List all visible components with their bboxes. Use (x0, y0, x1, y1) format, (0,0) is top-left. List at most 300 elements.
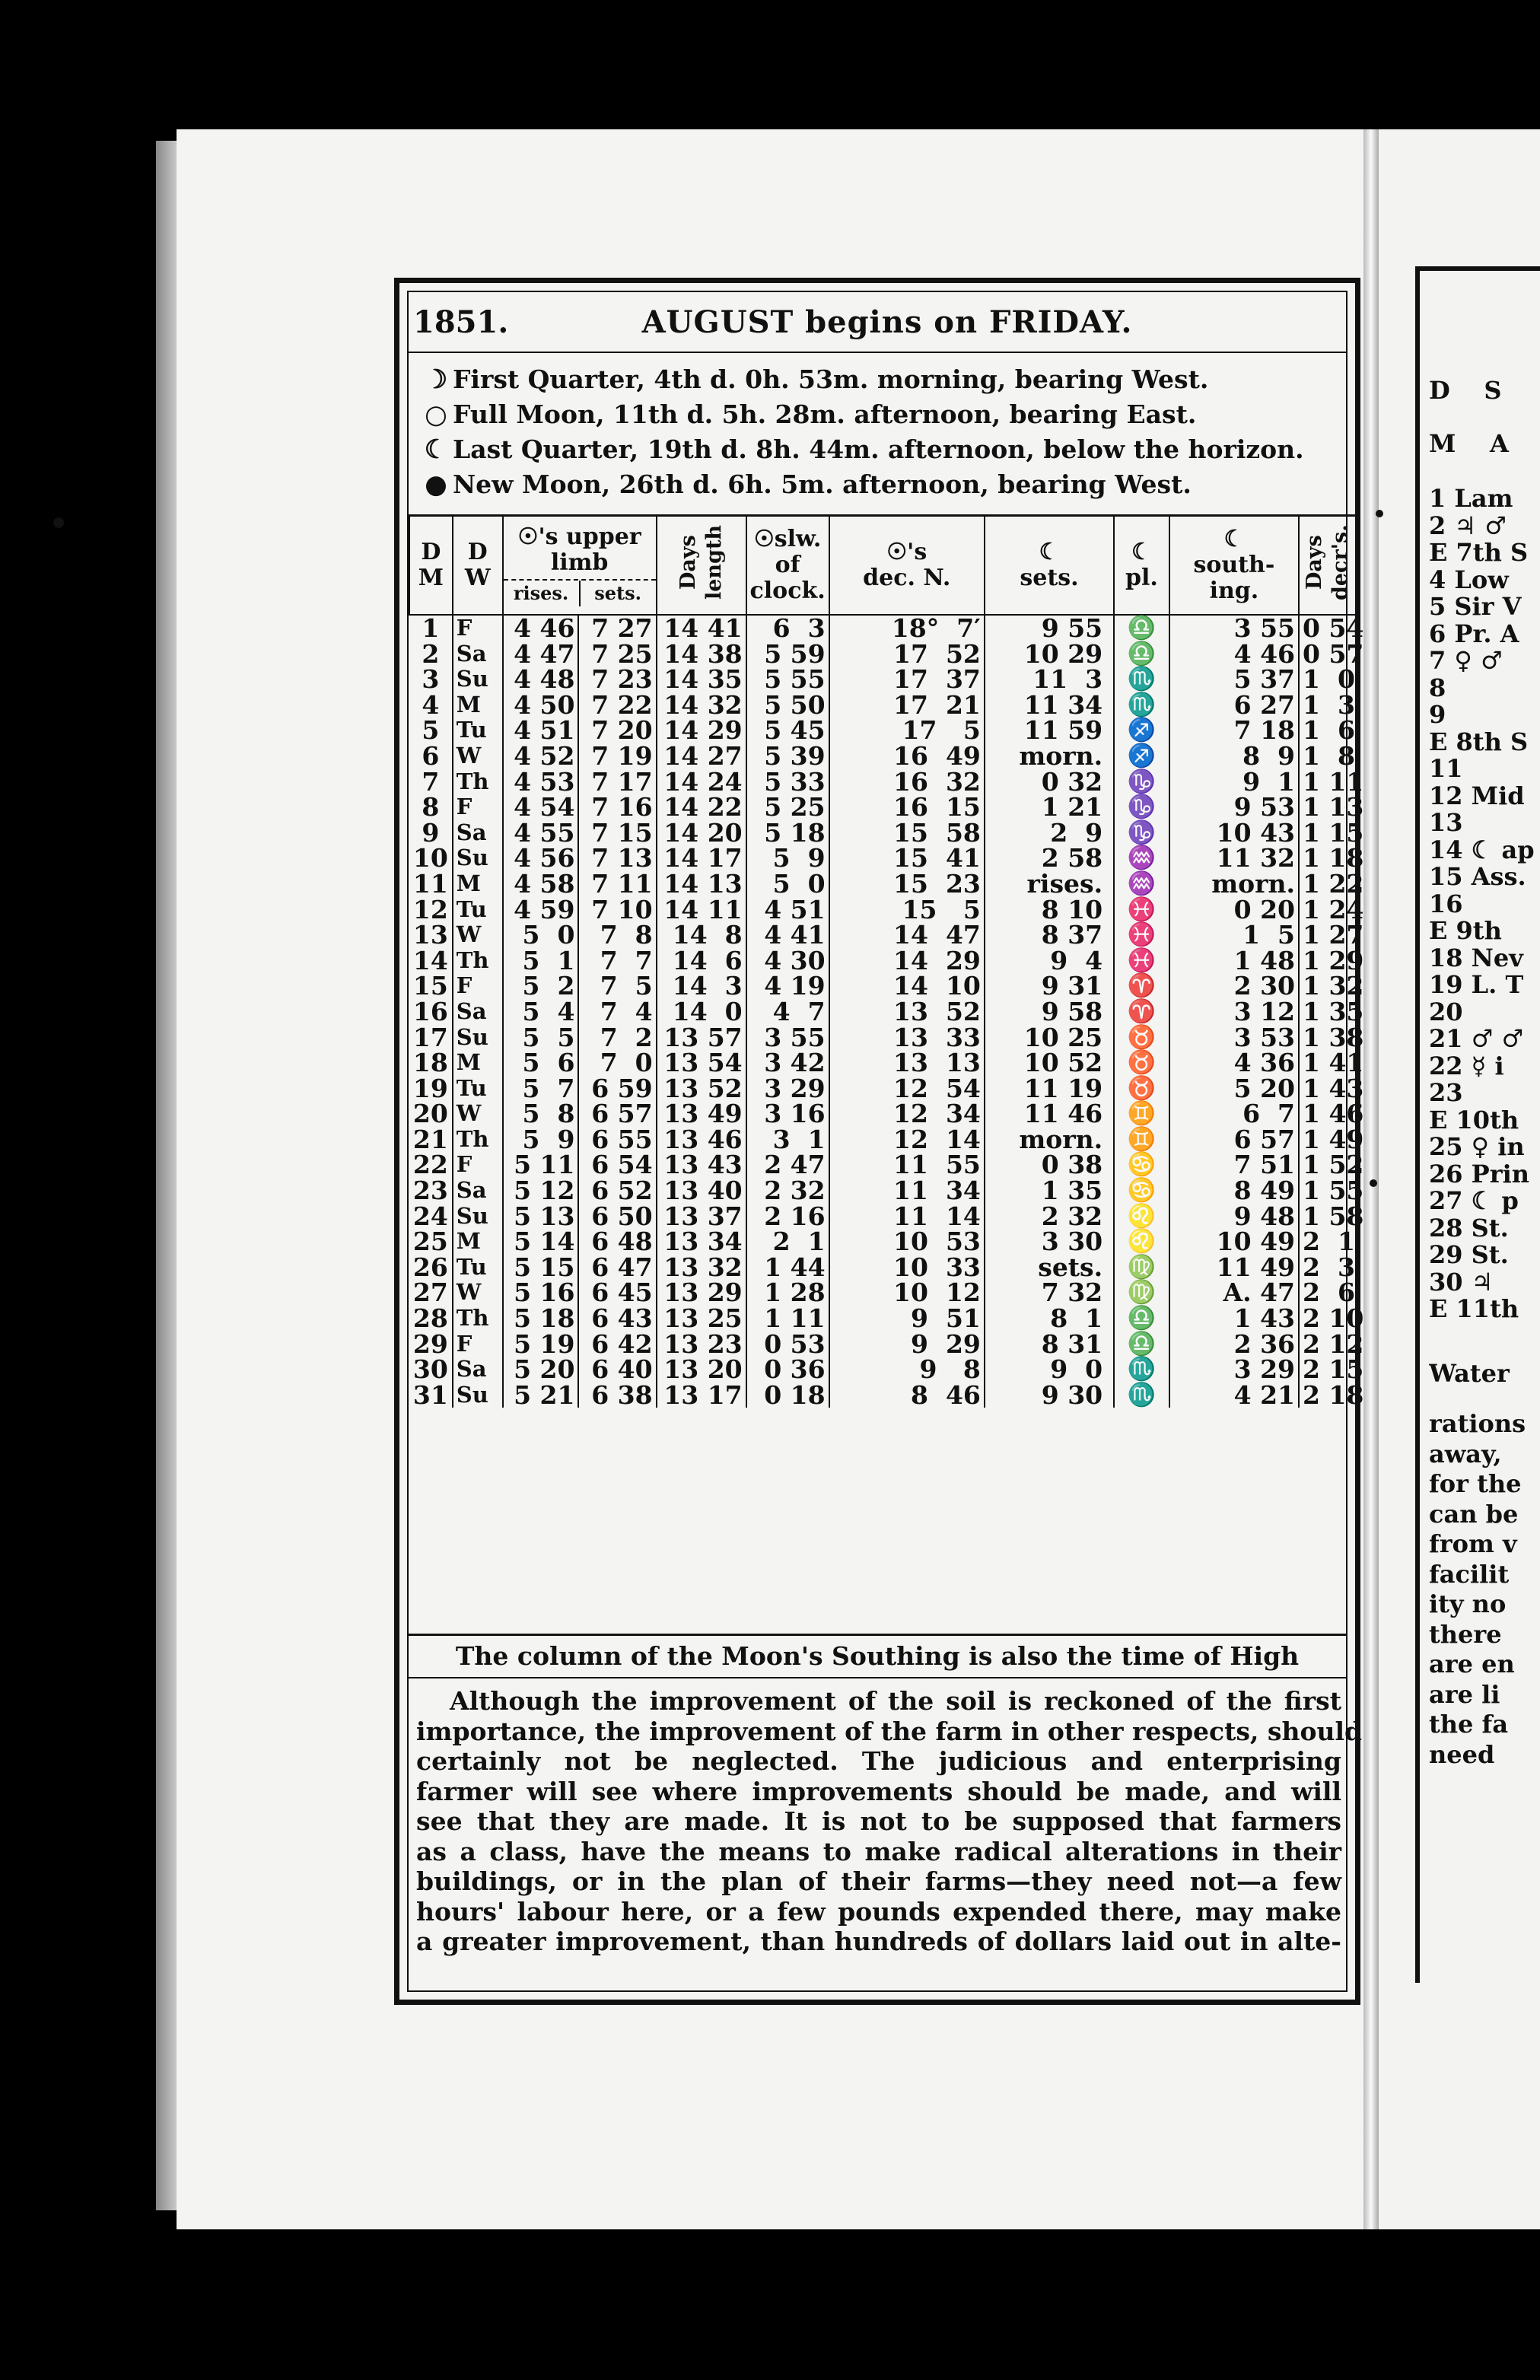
cell-dec: 18° 7′ (829, 615, 985, 641)
paragraph-line: importance, the improvement of the farm in other respects, should (416, 1716, 1363, 1746)
cell-pl: ♉ (1114, 1050, 1169, 1076)
cell-w: F (453, 615, 503, 641)
cell-dec: 17 5 (829, 718, 985, 743)
cell-ms: 10 52 (985, 1050, 1114, 1076)
cell-rise: 5 9 (503, 1127, 579, 1153)
almanac-inner-frame (407, 291, 1364, 1992)
cell-dec: 17 37 (829, 667, 985, 692)
cell-ms: sets. (985, 1255, 1114, 1281)
cell-len: 13 49 (657, 1101, 746, 1127)
facing-row: 27 ☾ p (1429, 1186, 1519, 1215)
cell-dd: 1 52 (1299, 1152, 1356, 1178)
cell-rise: 5 6 (503, 1050, 579, 1076)
cell-w: Sa (453, 999, 503, 1025)
cell-dd: 1 6 (1299, 718, 1356, 743)
cell-w: Su (453, 1382, 503, 1408)
cell-d: 26 (412, 1252, 448, 1282)
cell-set: 7 27 (578, 615, 656, 641)
facing-text-line: need (1429, 1739, 1495, 1769)
cell-set: 6 52 (578, 1178, 656, 1204)
cell-pl: ♓ (1114, 897, 1169, 923)
cell-w: F (453, 1332, 503, 1357)
cell-pl: ♐ (1114, 743, 1169, 769)
cell-d: 10 (412, 843, 448, 873)
cell-rise: 5 7 (503, 1076, 579, 1102)
cell-rise: 5 0 (503, 922, 579, 948)
cell-dd: 1 43 (1299, 1076, 1356, 1102)
cell-set: 6 47 (578, 1255, 656, 1281)
cell-len: 13 34 (657, 1229, 746, 1255)
table-row (409, 1229, 1356, 1255)
cell-south: 5 37 (1169, 667, 1299, 692)
facing-text-line: ity no (1429, 1589, 1507, 1618)
cell-clk: 5 25 (746, 794, 829, 820)
cell-ms: 11 59 (985, 718, 1114, 743)
table-row (409, 999, 1356, 1025)
facing-row: 6 Pr. A (1429, 619, 1519, 648)
cell-dec: 12 14 (829, 1127, 985, 1153)
cell-pl: ♓ (1114, 948, 1169, 974)
cell-w: W (453, 1280, 503, 1306)
cell-dec: 10 12 (829, 1280, 985, 1306)
cell-len: 13 20 (657, 1357, 746, 1382)
cell-clk: 2 47 (746, 1152, 829, 1178)
phase-text: First Quarter, 4th d. 0h. 53m. morning, bearing West. (453, 364, 1209, 394)
cell-set: 7 4 (578, 999, 656, 1025)
cell-w: W (453, 1101, 503, 1127)
cell-d: 19 (412, 1073, 448, 1103)
facing-text-line: the fa (1429, 1710, 1509, 1739)
cell-w: Th (453, 1306, 503, 1332)
cell-clk: 4 7 (746, 999, 829, 1025)
cell-dd: 1 18 (1299, 845, 1356, 871)
facing-header: D S (1429, 377, 1502, 404)
cell-rise: 5 18 (503, 1306, 579, 1332)
cell-len: 13 37 (657, 1204, 746, 1230)
cell-dd: 1 22 (1299, 871, 1356, 897)
cell-south: 6 7 (1169, 1101, 1299, 1127)
cell-pl: ♈ (1114, 973, 1169, 999)
cell-rise: 4 55 (503, 820, 579, 846)
facing-row: 13 (1429, 808, 1463, 837)
cell-d: 15 (412, 971, 448, 1001)
cell-d: 21 (412, 1124, 448, 1154)
phase-last-quarter (419, 432, 1338, 467)
cell-ms: 10 25 (985, 1025, 1114, 1051)
cell-south: 4 21 (1169, 1382, 1299, 1408)
cell-d: 8 (422, 792, 440, 822)
cell-d: 13 (412, 920, 448, 950)
table-row (409, 1306, 1356, 1332)
cell-clk: 4 41 (746, 922, 829, 948)
cell-pl: ♏ (1114, 692, 1169, 718)
cell-dd: 1 55 (1299, 1178, 1356, 1204)
cell-rise: 5 16 (503, 1280, 579, 1306)
facing-row: E 9th (1429, 916, 1502, 945)
cell-south: 5 20 (1169, 1076, 1299, 1102)
cell-rise: 5 11 (503, 1152, 579, 1178)
cell-rise: 4 46 (503, 615, 579, 641)
cell-d: 3 (422, 664, 440, 695)
cell-dec: 13 13 (829, 1050, 985, 1076)
table-row (409, 973, 1356, 999)
cell-w: M (453, 871, 503, 897)
cell-ms: 9 4 (985, 948, 1114, 974)
cell-w: Su (453, 1025, 503, 1051)
cell-dec: 16 32 (829, 769, 985, 795)
cell-w: Th (453, 769, 503, 795)
facing-row: 8 (1429, 673, 1446, 702)
cell-ms: 11 46 (985, 1101, 1114, 1127)
cell-pl: ♑ (1114, 769, 1169, 795)
cell-len: 13 17 (657, 1382, 746, 1408)
cell-ms: 2 9 (985, 820, 1114, 846)
cell-dd: 1 8 (1299, 743, 1356, 769)
facing-row: 12 Mid (1429, 781, 1525, 810)
cell-south: 2 36 (1169, 1332, 1299, 1357)
cell-dd: 1 24 (1299, 897, 1356, 923)
cell-ms: 9 58 (985, 999, 1114, 1025)
cell-w: M (453, 1050, 503, 1076)
table-row (409, 1357, 1356, 1382)
facing-row: 22 ☿ i (1429, 1051, 1504, 1080)
first-quarter-moon-icon: ☽ (424, 364, 448, 395)
facing-row: 2 ♃ ♂ (1429, 511, 1507, 540)
cell-w: W (453, 922, 503, 948)
ink-mark (1370, 1179, 1377, 1187)
cell-south: 2 30 (1169, 973, 1299, 999)
almanac-frame (394, 278, 1364, 2005)
cell-rise: 4 50 (503, 692, 579, 718)
cell-len: 13 54 (657, 1050, 746, 1076)
cell-pl: ♊ (1114, 1127, 1169, 1153)
cell-w: Tu (453, 897, 503, 923)
cell-d: 22 (412, 1150, 448, 1180)
cell-clk: 2 1 (746, 1229, 829, 1255)
cell-set: 7 17 (578, 769, 656, 795)
cell-dd: 1 49 (1299, 1127, 1356, 1153)
facing-row: 23 (1429, 1078, 1463, 1107)
cell-pl: ♒ (1114, 845, 1169, 871)
cell-d: 25 (412, 1227, 448, 1257)
cell-len: 13 40 (657, 1178, 746, 1204)
cell-pl: ♏ (1114, 1382, 1169, 1408)
cell-pl: ♏ (1114, 667, 1169, 692)
cell-d: 18 (412, 1048, 448, 1078)
cell-dec: 14 47 (829, 922, 985, 948)
cell-ms: 8 37 (985, 922, 1114, 948)
cell-set: 6 45 (578, 1280, 656, 1306)
cell-dec: 13 33 (829, 1025, 985, 1051)
cell-len: 14 13 (657, 871, 746, 897)
cell-d: 31 (412, 1379, 448, 1410)
month-title: AUGUST begins on FRIDAY. (641, 304, 1133, 340)
cell-len: 14 38 (657, 641, 746, 667)
cell-south: morn. (1169, 871, 1299, 897)
table-row (409, 615, 1356, 641)
facing-text-line: away, (1429, 1439, 1502, 1468)
cell-len: 14 35 (657, 667, 746, 692)
cell-south: 0 20 (1169, 897, 1299, 923)
cell-len: 13 52 (657, 1076, 746, 1102)
table-row (409, 1382, 1356, 1408)
cell-set: 6 40 (578, 1357, 656, 1382)
cell-pl: ♑ (1114, 820, 1169, 846)
cell-d: 28 (412, 1303, 448, 1334)
cell-set: 6 55 (578, 1127, 656, 1153)
table-row (409, 1127, 1356, 1153)
cell-w: F (453, 1152, 503, 1178)
cell-set: 7 22 (578, 692, 656, 718)
col-days-length: Days length (657, 516, 746, 616)
cell-set: 7 8 (578, 922, 656, 948)
facing-row: E 7th S (1429, 538, 1529, 567)
cell-pl: ♎ (1114, 641, 1169, 667)
cell-dd: 1 11 (1299, 769, 1356, 795)
table-row (409, 845, 1356, 871)
cell-clk: 1 44 (746, 1255, 829, 1281)
cell-rise: 5 2 (503, 973, 579, 999)
cell-clk: 0 53 (746, 1332, 829, 1357)
sets-label: sets. (594, 582, 641, 604)
cell-ms: 11 3 (985, 667, 1114, 692)
cell-dd: 1 58 (1299, 1204, 1356, 1230)
cell-south: A. 47 (1169, 1280, 1299, 1306)
facing-row: 1 Lam (1429, 485, 1513, 513)
cell-d: 24 (412, 1201, 448, 1231)
cell-pl: ♍ (1114, 1280, 1169, 1306)
cell-w: F (453, 973, 503, 999)
cell-set: 6 48 (578, 1229, 656, 1255)
cell-rise: 5 15 (503, 1255, 579, 1281)
cell-pl: ♊ (1114, 1101, 1169, 1127)
col-sun-slow-of-clock: ☉slw. of clock. (746, 516, 829, 616)
cell-dd: 2 10 (1299, 1306, 1356, 1332)
cell-len: 14 0 (657, 999, 746, 1025)
cell-w: Sa (453, 820, 503, 846)
cell-rise: 5 4 (503, 999, 579, 1025)
cell-dec: 9 29 (829, 1332, 985, 1357)
cell-dec: 11 14 (829, 1204, 985, 1230)
facing-row: E 10th (1429, 1105, 1519, 1134)
cell-south: 3 29 (1169, 1357, 1299, 1382)
facing-page-fragment (1415, 266, 1540, 1983)
cell-rise: 4 52 (503, 743, 579, 769)
cell-clk: 5 33 (746, 769, 829, 795)
southing-note: The column of the Moon's Southing is also the time of High (409, 1634, 1346, 1678)
facing-row: E 11th (1429, 1294, 1519, 1323)
facing-row: 21 ♂ ♂ (1429, 1024, 1524, 1053)
cell-len: 13 23 (657, 1332, 746, 1357)
cell-rise: 4 54 (503, 794, 579, 820)
cell-pl: ♑ (1114, 794, 1169, 820)
cell-clk: 3 16 (746, 1101, 829, 1127)
cell-w: W (453, 743, 503, 769)
cell-south: 1 48 (1169, 948, 1299, 974)
cell-d: 2 (422, 638, 440, 669)
cell-dd: 1 32 (1299, 973, 1356, 999)
cell-south: 1 43 (1169, 1306, 1299, 1332)
cell-clk: 2 32 (746, 1178, 829, 1204)
cell-dd: 1 46 (1299, 1101, 1356, 1127)
cell-len: 13 43 (657, 1152, 746, 1178)
cell-pl: ♌ (1114, 1204, 1169, 1230)
cell-len: 14 24 (657, 769, 746, 795)
cell-clk: 5 50 (746, 692, 829, 718)
facing-row: 18 Nev (1429, 943, 1523, 972)
cell-ms: morn. (985, 1127, 1114, 1153)
cell-dec: 15 23 (829, 871, 985, 897)
cell-south: 1 5 (1169, 922, 1299, 948)
cell-w: Th (453, 1127, 503, 1153)
cell-pl: ♎ (1114, 1332, 1169, 1357)
cell-pl: ♒ (1114, 871, 1169, 897)
cell-ms: 2 32 (985, 1204, 1114, 1230)
cell-d: 11 (412, 868, 448, 899)
cell-dec: 11 34 (829, 1178, 985, 1204)
cell-rise: 4 51 (503, 718, 579, 743)
rises-label: rises. (504, 581, 581, 606)
cell-clk: 4 19 (746, 973, 829, 999)
cell-dd: 2 6 (1299, 1280, 1356, 1306)
cell-south: 9 1 (1169, 769, 1299, 795)
col-day-of-month: D M (409, 516, 453, 616)
table-row (409, 769, 1356, 795)
cell-dec: 15 58 (829, 820, 985, 846)
calendar-body (409, 613, 1364, 1410)
cell-d: 6 (422, 740, 440, 771)
facing-row: 9 (1429, 700, 1446, 729)
facing-text (1429, 1409, 1540, 1770)
cell-south: 10 49 (1169, 1229, 1299, 1255)
table-row (409, 948, 1356, 974)
facing-text-line: are li (1429, 1679, 1500, 1709)
cell-d: 30 (412, 1354, 448, 1385)
cell-d: 9 (422, 817, 440, 848)
cell-dec: 16 49 (829, 743, 985, 769)
cell-ms: 8 1 (985, 1306, 1114, 1332)
facing-rows (1429, 485, 1540, 1323)
cell-clk: 0 36 (746, 1357, 829, 1382)
table-row (409, 1280, 1356, 1306)
cell-dec: 17 52 (829, 641, 985, 667)
cell-dd: 1 29 (1299, 948, 1356, 974)
cell-ms: 9 30 (985, 1382, 1114, 1408)
cell-dd: 1 35 (1299, 999, 1356, 1025)
cell-d: 27 (412, 1278, 448, 1308)
col-sun-upper-limb (503, 516, 657, 616)
facing-row: 19 L. T (1429, 970, 1524, 999)
cell-d: 29 (412, 1328, 448, 1359)
table-row (409, 718, 1356, 743)
col-days-decreasing: Days decr's. (1299, 516, 1356, 616)
cell-south: 4 46 (1169, 641, 1299, 667)
cell-dd: 1 0 (1299, 667, 1356, 692)
cell-d: 14 (412, 945, 448, 975)
table-row (409, 743, 1356, 769)
table-row (409, 1178, 1356, 1204)
cell-d: 16 (412, 996, 448, 1026)
cell-w: Su (453, 845, 503, 871)
full-moon-icon: ○ (425, 399, 447, 430)
cell-w: Sa (453, 1178, 503, 1204)
cell-set: 7 2 (578, 1025, 656, 1051)
paragraph-line: as a class, have the means to make radical alterations in their (416, 1836, 1341, 1866)
cell-rise: 4 58 (503, 871, 579, 897)
cell-dd: 1 38 (1299, 1025, 1356, 1051)
cell-south: 9 48 (1169, 1204, 1299, 1230)
cell-pl: ♌ (1114, 1229, 1169, 1255)
cell-ms: morn. (985, 743, 1114, 769)
cell-set: 7 25 (578, 641, 656, 667)
cell-rise: 4 48 (503, 667, 579, 692)
phase-text: Last Quarter, 19th d. 8h. 44m. afternoon, below the horizon. (453, 434, 1304, 464)
table-row (409, 1332, 1356, 1357)
cell-dd: 1 15 (1299, 820, 1356, 846)
table-row (409, 820, 1356, 846)
facing-row: 25 ♀ in (1429, 1132, 1525, 1161)
phase-text: Full Moon, 11th d. 5h. 28m. afternoon, bearing East. (453, 399, 1197, 429)
cell-pl: ♎ (1114, 1306, 1169, 1332)
cell-clk: 1 28 (746, 1280, 829, 1306)
cell-dec: 11 55 (829, 1152, 985, 1178)
facing-text-line: from v (1429, 1529, 1517, 1558)
facing-row: 28 St. (1429, 1213, 1509, 1242)
cell-len: 14 20 (657, 820, 746, 846)
cell-ms: rises. (985, 871, 1114, 897)
facing-row: 26 Prin (1429, 1159, 1530, 1188)
cell-len: 13 29 (657, 1280, 746, 1306)
cell-len: 13 25 (657, 1306, 746, 1332)
cell-dd: 2 18 (1299, 1382, 1356, 1408)
cell-south: 11 32 (1169, 845, 1299, 871)
cell-clk: 0 18 (746, 1382, 829, 1408)
cell-set: 7 11 (578, 871, 656, 897)
col-moon-sets: ☾ sets. (985, 516, 1114, 616)
cell-clk: 4 30 (746, 948, 829, 974)
cell-w: M (453, 1229, 503, 1255)
cell-rise: 4 59 (503, 897, 579, 923)
table-row (409, 1152, 1356, 1178)
cell-len: 14 3 (657, 973, 746, 999)
col-moon-place: ☾ pl. (1114, 516, 1169, 616)
cell-rise: 5 5 (503, 1025, 579, 1051)
cell-set: 7 23 (578, 667, 656, 692)
cell-rise: 5 14 (503, 1229, 579, 1255)
facing-row: 16 (1429, 889, 1463, 918)
cell-south: 3 12 (1169, 999, 1299, 1025)
facing-text-line: can be (1429, 1499, 1519, 1529)
cell-w: F (453, 794, 503, 820)
cell-rise: 5 19 (503, 1332, 579, 1357)
cell-pl: ♈ (1114, 999, 1169, 1025)
cell-set: 7 5 (578, 973, 656, 999)
cell-set: 7 10 (578, 897, 656, 923)
paragraph-line: certainly not be neglected. The judicious and enterprising (416, 1746, 1341, 1776)
cell-set: 6 42 (578, 1332, 656, 1357)
cell-pl: ♏ (1114, 1357, 1169, 1382)
cell-clk: 3 55 (746, 1025, 829, 1051)
col-moon-southing: ☾ south- ing. (1169, 516, 1299, 616)
moon-phases (419, 362, 1338, 502)
cell-len: 14 6 (657, 948, 746, 974)
cell-south: 8 9 (1169, 743, 1299, 769)
sun-limb-label: ☉'s upper limb (517, 523, 641, 576)
cell-clk: 5 45 (746, 718, 829, 743)
table-row (409, 794, 1356, 820)
cell-clk: 6 3 (746, 615, 829, 641)
cell-len: 13 57 (657, 1025, 746, 1051)
